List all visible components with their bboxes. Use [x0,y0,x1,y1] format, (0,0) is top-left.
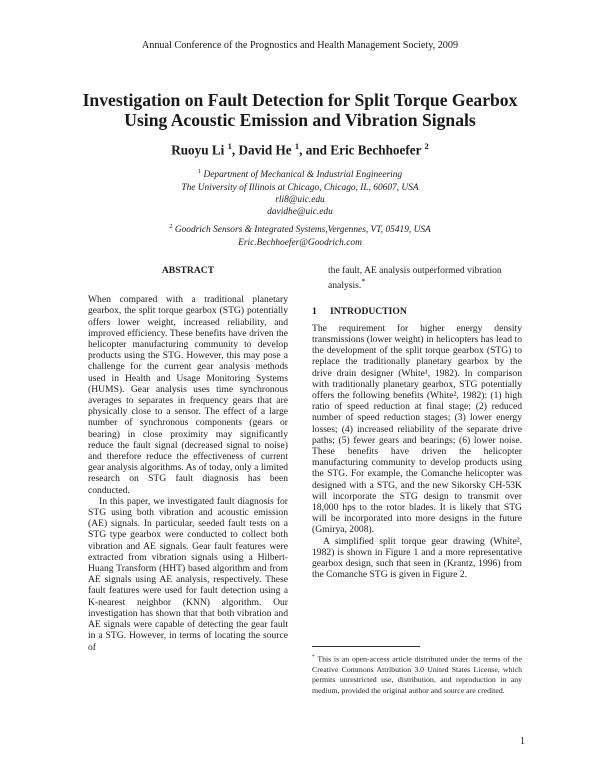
author-3-affil: 2 [424,141,429,151]
footnote-text: This is an open-access article distributed under the terms of the Creative Commons Attribution 3.0 United States License, which permits unrestricted use, distribution, and reproduction in any medium, provided the original author and source are credited. [312,654,522,695]
page-number: 1 [520,736,525,747]
author-1-affil: 1 [227,141,232,151]
footnote [312,652,522,696]
author-2-affil: 1 [294,141,300,151]
affiliation-2 [60,221,540,249]
author-3: Eric Bechhoefer [330,142,422,158]
intro-paragraph-1: The requirement for higher energy density transmissions (lower weight) in helicopters has lead to the development of the split torque gearbox (STG) to replace the traditionally planetary gearbox by the drive drain designer (White¹, 1982). In comparison with traditionally planetary gearbox, STG potentially offers the following benefits (White², 1982): (1) high ratio of speed reduction at final stage; (2) reduced number of speed reduction stages; (3) lower energy losses; (4) increased reliability of the separate drive paths; (5) fewer gears and bearings; (6) lower noise. These benefits have driven the helicopter manufacturing community to develop products using the STG. For example, the Comanche helicopter was designed with a STG, and the new Sikorsky CH-53K will incorporate the STG design to transmit over 18,000 hps to the rotor blades. It is likely that STG will be incorporated into more designs in the future (Gmirya, 2008). [312,322,522,536]
introduction-heading [312,306,522,317]
affiliation-1-university: The University of Illinois at Chicago, Chicago, IL, 60607, USA [181,182,419,193]
author-2: David He [238,142,292,158]
abstract-continued: the fault, AE analysis outperformed vibration analysis.* [328,265,502,292]
affiliation-1-email-1: rli8@uic.edu [275,194,325,205]
title-line-1: Investigation on Fault Detection for Split Torque Gearbox [82,90,518,110]
affiliation-1-marker: 1 [197,168,202,175]
affiliation-2-company: Goodrich Sensors & Integrated Systems,Vergennes, VT, 05419, USA [174,225,431,236]
abstract-paragraph-2: In this paper, we investigated fault diagnosis for STG using both vibration and acoustic emission (AE) signals. In particular, seeded fault tests on a STG type gearbox were conducted to collect both vibration and AE signals. Gear fault features were extracted from vibration signals using a Hilbert-Huang Transform (HHT) based algorithm and from AE signals using AE analysis, respectively. These fault features were used for fault detection using a K-nearest neighbor (KNN) algorithm. Our investigation has shown that that both vibration and AE signals were capable of detecting the gear fault in a STG. However, in terms of locating the source of [88,495,288,653]
footnote-symbol: * [312,654,315,660]
abstract-paragraph-1: When compared with a traditional planetary gearbox, the split torque gearbox (STG) potentially offers lower weight, increased reliability, and improved efficiency. These benefits have driven the helicopter manufacturing community to develop products using the STG. However, this may pose a challenge for the current gear analysis methods used in Health and Usage Monitoring Systems (HUMS). Gear analysis uses time synchronous averages to separates in frequency gears that are physically close to a sensor. The effect of a large number of synchronous components (gears or bearing) in close proximity may significantly reduce the fault signal (decreased signal to noise) and therefore reduce the effectiveness of current gear analysis algorithms. As of today, only a limited research on STG fault diagnosis has been conducted. [88,294,288,496]
intro-paragraph-2: A simplified split torque gear drawing (White², 1982) is shown in Figure 1 and a more representative gearbox design, such that seen in (Krantz, 1996) from the Comanche STG is given in Figure 2. [312,535,522,581]
author-1: Ruoyu Li [171,142,225,158]
title-line-2: Using Acoustic Emission and Vibration Signals [124,110,476,130]
affiliation-1-dept: Department of Mechanical & Industrial Engineering [203,170,403,181]
right-column [312,265,522,580]
abstract-heading: ABSTRACT [161,265,215,276]
footnote-marker: * [361,277,366,287]
paper-title [40,90,560,130]
affiliation-2-email: Eric.Bechhoefer@Goodrich.com [238,237,362,248]
running-header: Annual Conference of the Prognostics and Health Management Society, 2009 [141,40,459,51]
section-number: 1 [312,305,317,317]
footnote-divider [312,646,420,647]
left-column [88,265,288,653]
author-list: Ruoyu Li $^1$, David He $^1$, and Eric Bechhoefer $^2$ [171,141,429,158]
affiliation-2-marker: 2 [169,223,173,230]
affiliation-1 [60,166,540,219]
section-title: INTRODUCTION [330,305,407,317]
affiliation-1-email-2: davidhe@uic.edu [267,207,333,218]
